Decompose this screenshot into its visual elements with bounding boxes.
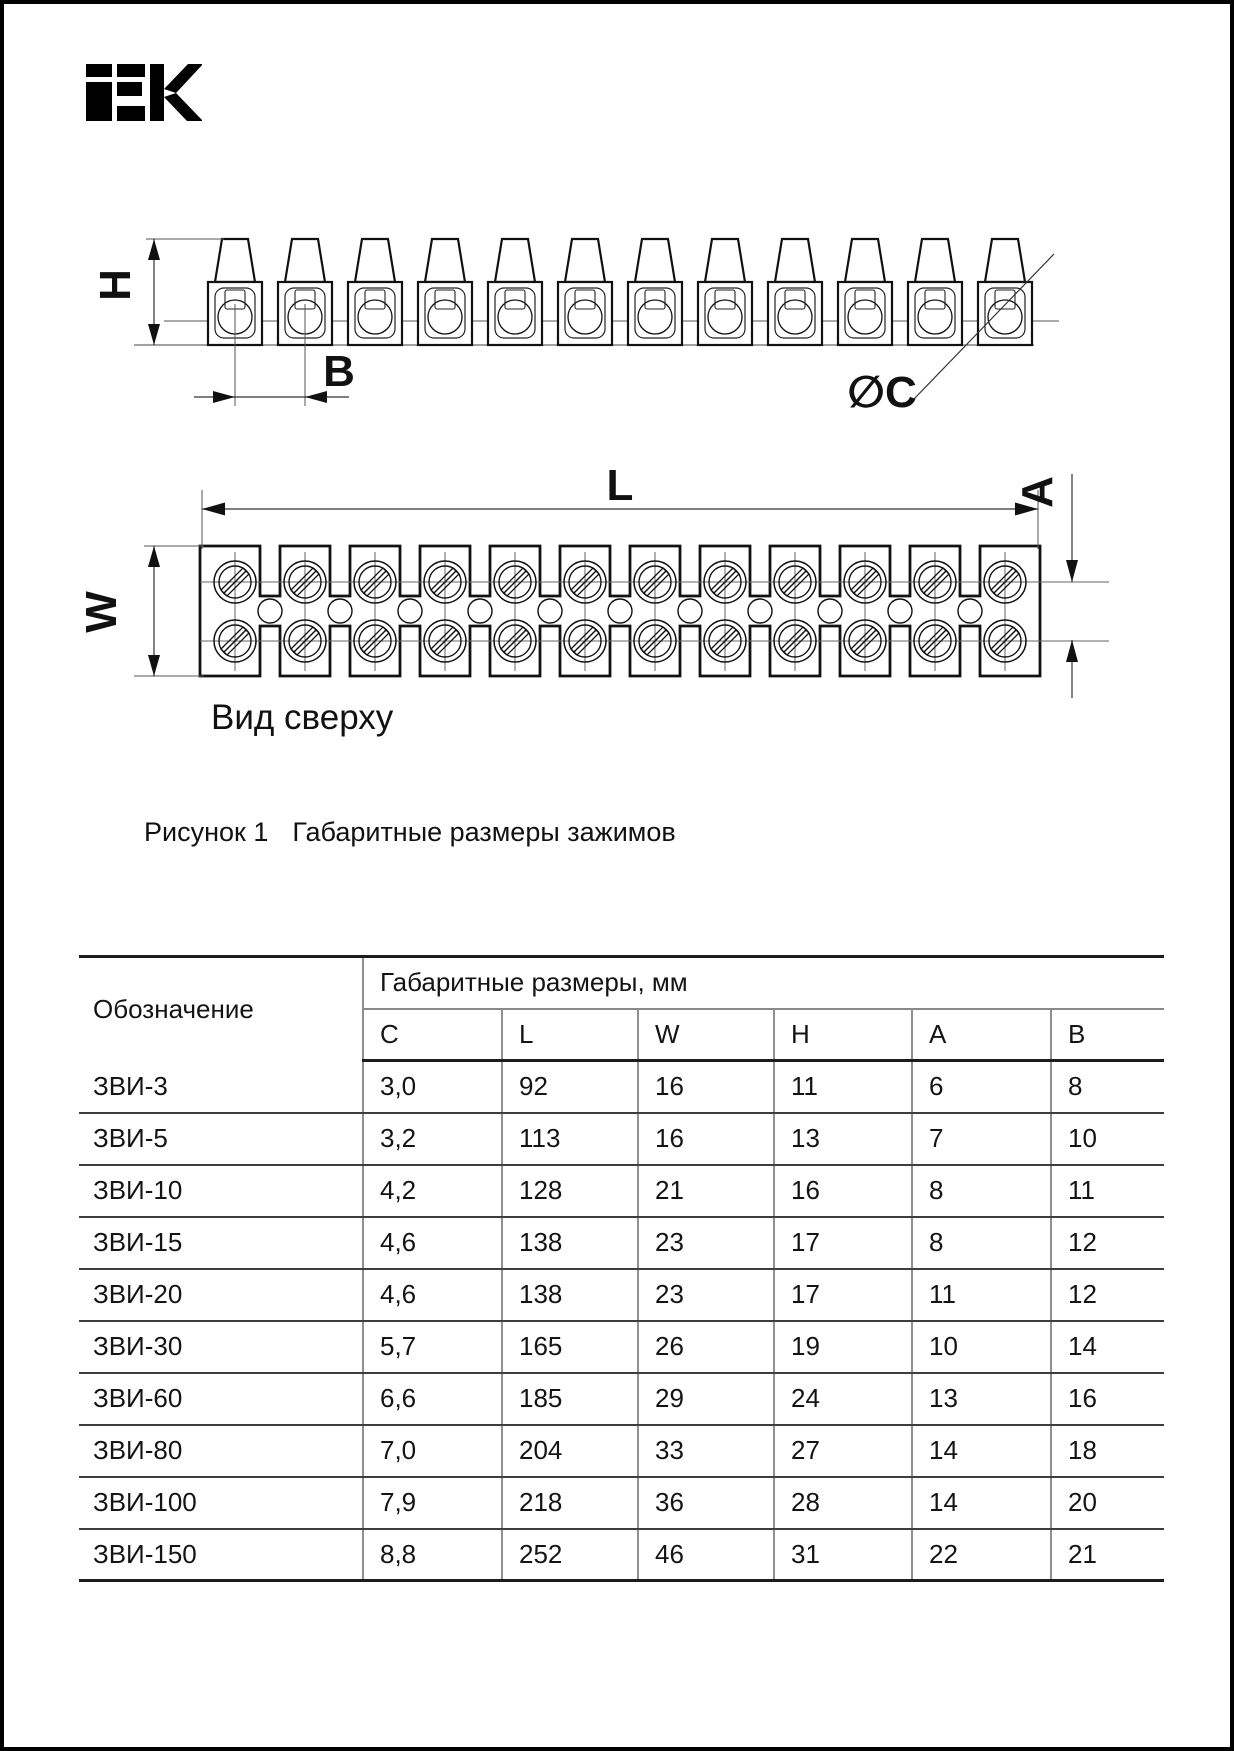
row-value-b: 21 bbox=[1051, 1529, 1164, 1581]
dim-label-h: H bbox=[91, 269, 140, 301]
row-designation: ЗВИ-10 bbox=[79, 1165, 363, 1217]
row-designation: ЗВИ-5 bbox=[79, 1113, 363, 1165]
row-designation: ЗВИ-150 bbox=[79, 1529, 363, 1581]
row-value-b: 14 bbox=[1051, 1321, 1164, 1373]
row-value-h: 11 bbox=[774, 1061, 912, 1113]
row-value-w: 16 bbox=[638, 1061, 774, 1113]
row-value-c: 3,2 bbox=[363, 1113, 502, 1165]
row-value-b: 8 bbox=[1051, 1061, 1164, 1113]
row-value-a: 13 bbox=[912, 1373, 1051, 1425]
dim-label-a: A bbox=[1013, 476, 1062, 508]
table-row bbox=[79, 1217, 1164, 1269]
dim-label-c: ∅C bbox=[847, 368, 917, 417]
row-value-l: 204 bbox=[502, 1425, 638, 1477]
table-row bbox=[79, 1425, 1164, 1477]
row-value-a: 22 bbox=[912, 1529, 1051, 1581]
dim-label-w: W bbox=[77, 591, 126, 633]
column-header-b: B bbox=[1051, 1009, 1164, 1061]
dim-label-b: B bbox=[323, 347, 355, 396]
row-value-a: 6 bbox=[912, 1061, 1051, 1113]
row-value-b: 10 bbox=[1051, 1113, 1164, 1165]
table-row bbox=[79, 1269, 1164, 1321]
row-value-c: 6,6 bbox=[363, 1373, 502, 1425]
row-designation: ЗВИ-20 bbox=[79, 1269, 363, 1321]
table-row bbox=[79, 1477, 1164, 1529]
row-value-h: 16 bbox=[774, 1165, 912, 1217]
row-value-l: 165 bbox=[502, 1321, 638, 1373]
row-value-w: 21 bbox=[638, 1165, 774, 1217]
side-view-drawing bbox=[91, 239, 1059, 417]
table-row bbox=[79, 1373, 1164, 1425]
column-header-a: A bbox=[912, 1009, 1051, 1061]
row-value-l: 92 bbox=[502, 1061, 638, 1113]
row-value-a: 8 bbox=[912, 1165, 1051, 1217]
row-value-a: 7 bbox=[912, 1113, 1051, 1165]
figure-caption-title: Габаритные размеры зажимов bbox=[292, 817, 676, 847]
figure-drawings bbox=[4, 4, 1234, 784]
row-value-h: 31 bbox=[774, 1529, 912, 1581]
row-value-c: 7,0 bbox=[363, 1425, 502, 1477]
designation-header: Обозначение bbox=[79, 957, 363, 1061]
figure-caption bbox=[144, 817, 676, 848]
row-designation: ЗВИ-30 bbox=[79, 1321, 363, 1373]
dimension-l bbox=[202, 461, 1038, 549]
row-designation: ЗВИ-15 bbox=[79, 1217, 363, 1269]
row-designation: ЗВИ-60 bbox=[79, 1373, 363, 1425]
row-value-b: 18 bbox=[1051, 1425, 1164, 1477]
figure-caption-number: Рисунок 1 bbox=[144, 817, 269, 847]
row-value-c: 4,2 bbox=[363, 1165, 502, 1217]
row-value-w: 26 bbox=[638, 1321, 774, 1373]
row-value-l: 185 bbox=[502, 1373, 638, 1425]
column-header-l: L bbox=[502, 1009, 638, 1061]
column-header-c: C bbox=[363, 1009, 502, 1061]
row-value-h: 17 bbox=[774, 1217, 912, 1269]
column-header-w: W bbox=[638, 1009, 774, 1061]
row-value-c: 5,7 bbox=[363, 1321, 502, 1373]
dim-label-l: L bbox=[606, 461, 634, 510]
row-value-l: 218 bbox=[502, 1477, 638, 1529]
row-value-l: 113 bbox=[502, 1113, 638, 1165]
table-row bbox=[79, 1165, 1164, 1217]
row-value-b: 16 bbox=[1051, 1373, 1164, 1425]
row-value-c: 7,9 bbox=[363, 1477, 502, 1529]
row-value-h: 28 bbox=[774, 1477, 912, 1529]
row-value-a: 14 bbox=[912, 1477, 1051, 1529]
row-value-c: 4,6 bbox=[363, 1269, 502, 1321]
row-value-w: 29 bbox=[638, 1373, 774, 1425]
row-value-h: 27 bbox=[774, 1425, 912, 1477]
row-value-w: 46 bbox=[638, 1529, 774, 1581]
row-value-h: 24 bbox=[774, 1373, 912, 1425]
dimensions-table-wrapper bbox=[79, 955, 1164, 1582]
row-value-w: 33 bbox=[638, 1425, 774, 1477]
row-value-b: 12 bbox=[1051, 1217, 1164, 1269]
row-value-b: 20 bbox=[1051, 1477, 1164, 1529]
row-value-l: 138 bbox=[502, 1217, 638, 1269]
top-view-drawing bbox=[77, 461, 1109, 737]
dimensions-table bbox=[79, 955, 1164, 1582]
table-row bbox=[79, 1113, 1164, 1165]
table-row bbox=[79, 1529, 1164, 1581]
row-value-c: 4,6 bbox=[363, 1217, 502, 1269]
row-value-w: 23 bbox=[638, 1217, 774, 1269]
table-row bbox=[79, 1061, 1164, 1113]
dimension-w bbox=[77, 546, 204, 676]
row-value-l: 138 bbox=[502, 1269, 638, 1321]
row-value-c: 8,8 bbox=[363, 1529, 502, 1581]
row-value-a: 8 bbox=[912, 1217, 1051, 1269]
column-header-h: H bbox=[774, 1009, 912, 1061]
row-value-b: 11 bbox=[1051, 1165, 1164, 1217]
row-value-w: 16 bbox=[638, 1113, 774, 1165]
table-header-row-1 bbox=[79, 957, 1164, 1009]
top-view-label: Вид сверху bbox=[211, 698, 394, 737]
row-designation: ЗВИ-3 bbox=[79, 1061, 363, 1113]
row-value-l: 128 bbox=[502, 1165, 638, 1217]
row-value-b: 12 bbox=[1051, 1269, 1164, 1321]
row-value-h: 19 bbox=[774, 1321, 912, 1373]
row-value-h: 17 bbox=[774, 1269, 912, 1321]
row-value-a: 14 bbox=[912, 1425, 1051, 1477]
row-designation: ЗВИ-100 bbox=[79, 1477, 363, 1529]
row-designation: ЗВИ-80 bbox=[79, 1425, 363, 1477]
dimension-h bbox=[91, 239, 224, 345]
table-row bbox=[79, 1321, 1164, 1373]
row-value-l: 252 bbox=[502, 1529, 638, 1581]
row-value-w: 23 bbox=[638, 1269, 774, 1321]
row-value-a: 11 bbox=[912, 1269, 1051, 1321]
dimensions-group-header: Габаритные размеры, мм bbox=[363, 957, 1164, 1009]
row-value-a: 10 bbox=[912, 1321, 1051, 1373]
row-value-c: 3,0 bbox=[363, 1061, 502, 1113]
row-value-w: 36 bbox=[638, 1477, 774, 1529]
row-value-h: 13 bbox=[774, 1113, 912, 1165]
